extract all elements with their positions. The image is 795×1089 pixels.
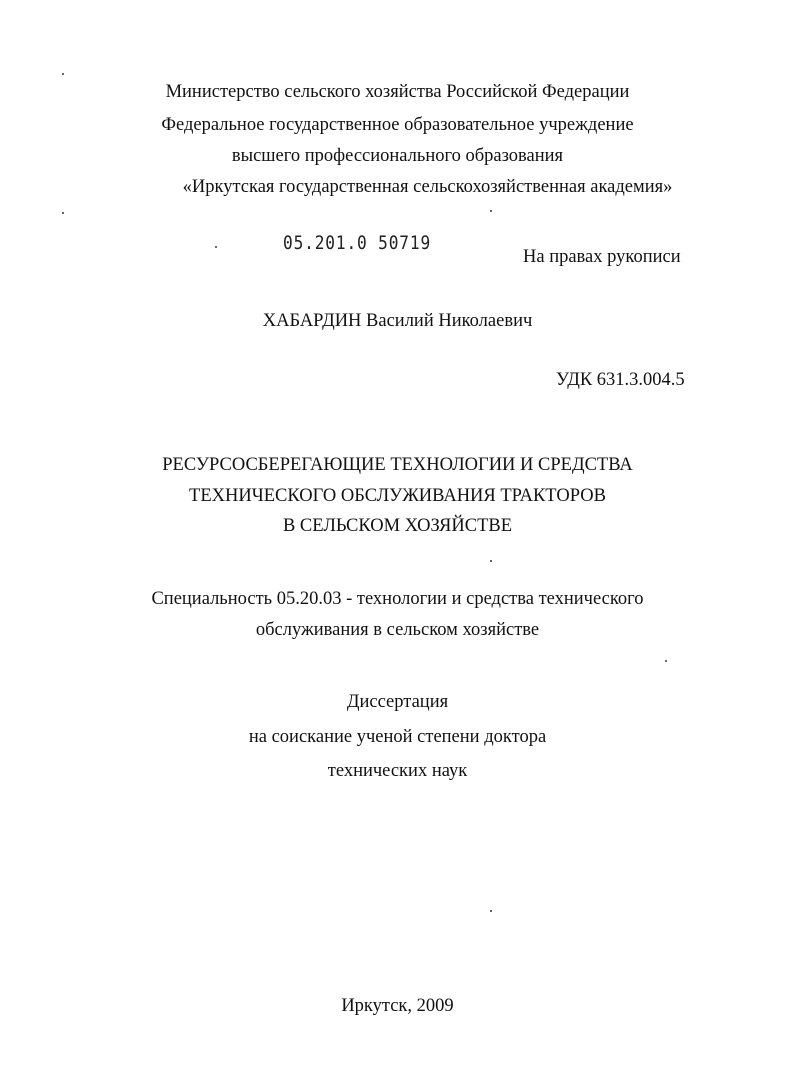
institution-type-line: Федеральное государственное образовательное учреждение xyxy=(161,115,634,135)
specialty-line-1: Специальность 05.20.03 - технологии и средства технического xyxy=(151,589,644,609)
scan-speck xyxy=(490,210,492,212)
title-line-2: ТЕХНИЧЕСКОГО ОБСЛУЖИВАНИЯ ТРАКТОРОВ xyxy=(189,486,606,506)
author-name: ХАБАРДИН Василий Николаевич xyxy=(262,311,533,331)
scan-speck xyxy=(490,560,492,562)
rights-note: На правах рукописи xyxy=(523,247,681,267)
scan-speck xyxy=(62,212,64,214)
scan-speck xyxy=(62,73,64,75)
academy-name: «Иркутская государственная сельскохозяйственная академия» xyxy=(182,177,673,197)
udc-code: УДК 631.3.004.5 xyxy=(556,370,685,390)
title-line-3: В СЕЛЬСКОМ ХОЗЯЙСТВЕ xyxy=(282,516,513,536)
title-line-1: РЕСУРСОСБЕРЕГАЮЩИЕ ТЕХНОЛОГИИ И СРЕДСТВА xyxy=(162,455,633,475)
registration-stamp: 05.201.0 50719 xyxy=(283,232,432,254)
scan-speck xyxy=(215,246,217,248)
scan-speck xyxy=(490,910,492,912)
dissertation-label: Диссертация xyxy=(346,692,449,712)
ministry-line: Министерство сельского хозяйства Российской Федерации xyxy=(165,82,630,102)
place-year: Иркутск, 2009 xyxy=(341,996,454,1016)
scan-speck xyxy=(665,660,667,662)
specialty-line-2: обслуживания в сельском хозяйстве xyxy=(255,620,540,640)
degree-line: на соискание ученой степени доктора xyxy=(248,727,547,747)
science-field: технических наук xyxy=(327,761,468,781)
education-level-line: высшего профессионального образования xyxy=(231,146,564,166)
